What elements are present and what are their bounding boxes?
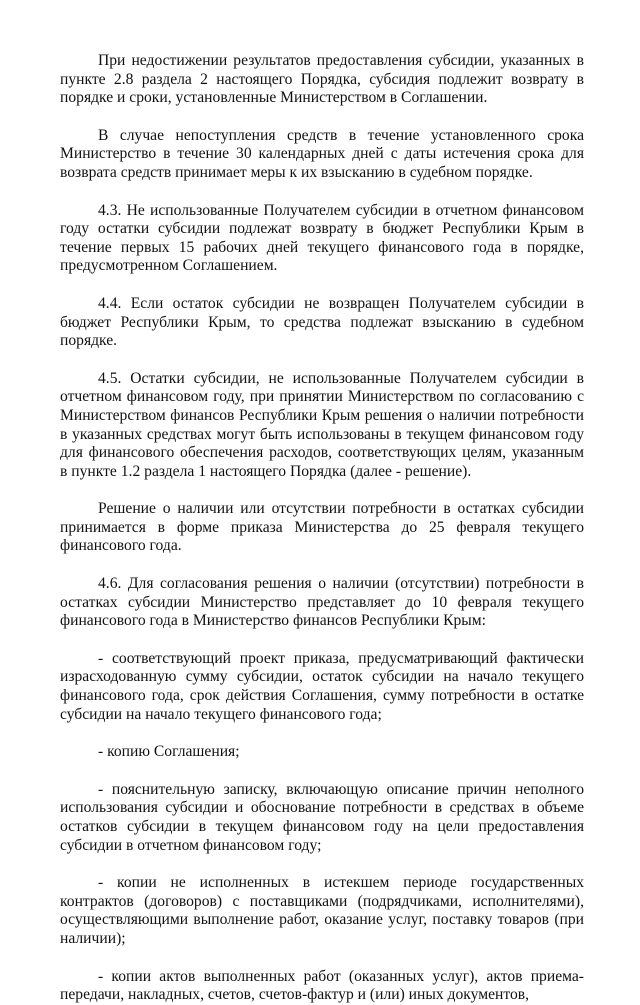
list-item-acts-copies: - копии актов выполненных работ (оказанных услуг), актов приема-передачи, накладных, счетов, счетов-фактур и (или) иных документов, <box>60 967 584 1004</box>
paragraph-4-3: 4.3. Не использованные Получателем субсидии в отчетном финансовом году остатки субсидии подлежат возврату в бюджет Республики Крым в течение первых 15 рабочих дней текущего финансового года в порядке, предусмотренном Соглашением. <box>60 201 584 275</box>
paragraph-recovery-court: В случае непоступления средств в течение установленного срока Министерство в течение 30 календарных дней с даты истечения срока для возврата средств принимает меры к их взысканию в судебном порядке. <box>60 126 584 181</box>
paragraph-decision-deadline: Решение о наличии или отсутствии потребности в остатках субсидии принимается в форме приказа Министерства до 25 февраля текущего финансового года. <box>60 500 584 555</box>
list-item-contract-copies: - копии не исполненных в истекшем периоде государственных контрактов (договоров) с поставщиками (подрядчиками, исполнителями), осуществляющими выполнение работ, оказание услуг, поставку товаров (при наличии); <box>60 874 584 947</box>
list-item-explanatory-note: - пояснительную записку, включающую описание причин неполного использования субсидии и обоснование потребности в средствах в объеме остатков субсидии в текущем финансовом году на цели предоставления субсидии в отчетном финансовом году; <box>60 780 584 854</box>
list-item-agreement-copy: - копию Соглашения; <box>98 743 240 761</box>
paragraph-subsidy-return-on-failure: При недостижении результатов предоставления субсидии, указанных в пункте 2.8 раздела 2 настоящего Порядка, субсидия подлежит возврату в порядке и сроки, установленные Министерством в Соглашении. <box>60 52 584 107</box>
paragraph-4-6: 4.6. Для согласования решения о наличии (отсутствии) потребности в остатках субсидии Министерство представляет до 10 февраля текущего финансового года в Министерство финансов Республики Крым: <box>60 575 584 630</box>
document-body <box>60 52 584 1005</box>
paragraph-4-5: 4.5. Остатки субсидии, не использованные Получателем субсидии в отчетном финансовом году, при принятии Министерством по согласованию с Министерством финансов Республики Крым решения о наличии потребности в указанных средствах могут быть использованы в текущем финансовом году для финансового обеспечения расходов, соответствующих целям, указанным в пункте 1.2 раздела 1 настоящего Порядка (далее - решение). <box>60 369 584 480</box>
list-item-draft-order: - соответствующий проект приказа, предусматривающий фактически израсходованную сумму субсидии, остаток субсидии на начало текущего финансового года, срок действия Соглашения, сумму потребности в остатке субсидии на начало текущего финансового года; <box>60 649 584 723</box>
paragraph-4-4: 4.4. Если остаток субсидии не возвращен Получателем субсидии в бюджет Республики Крым, то средства подлежат взысканию в судебном порядке. <box>60 294 584 350</box>
